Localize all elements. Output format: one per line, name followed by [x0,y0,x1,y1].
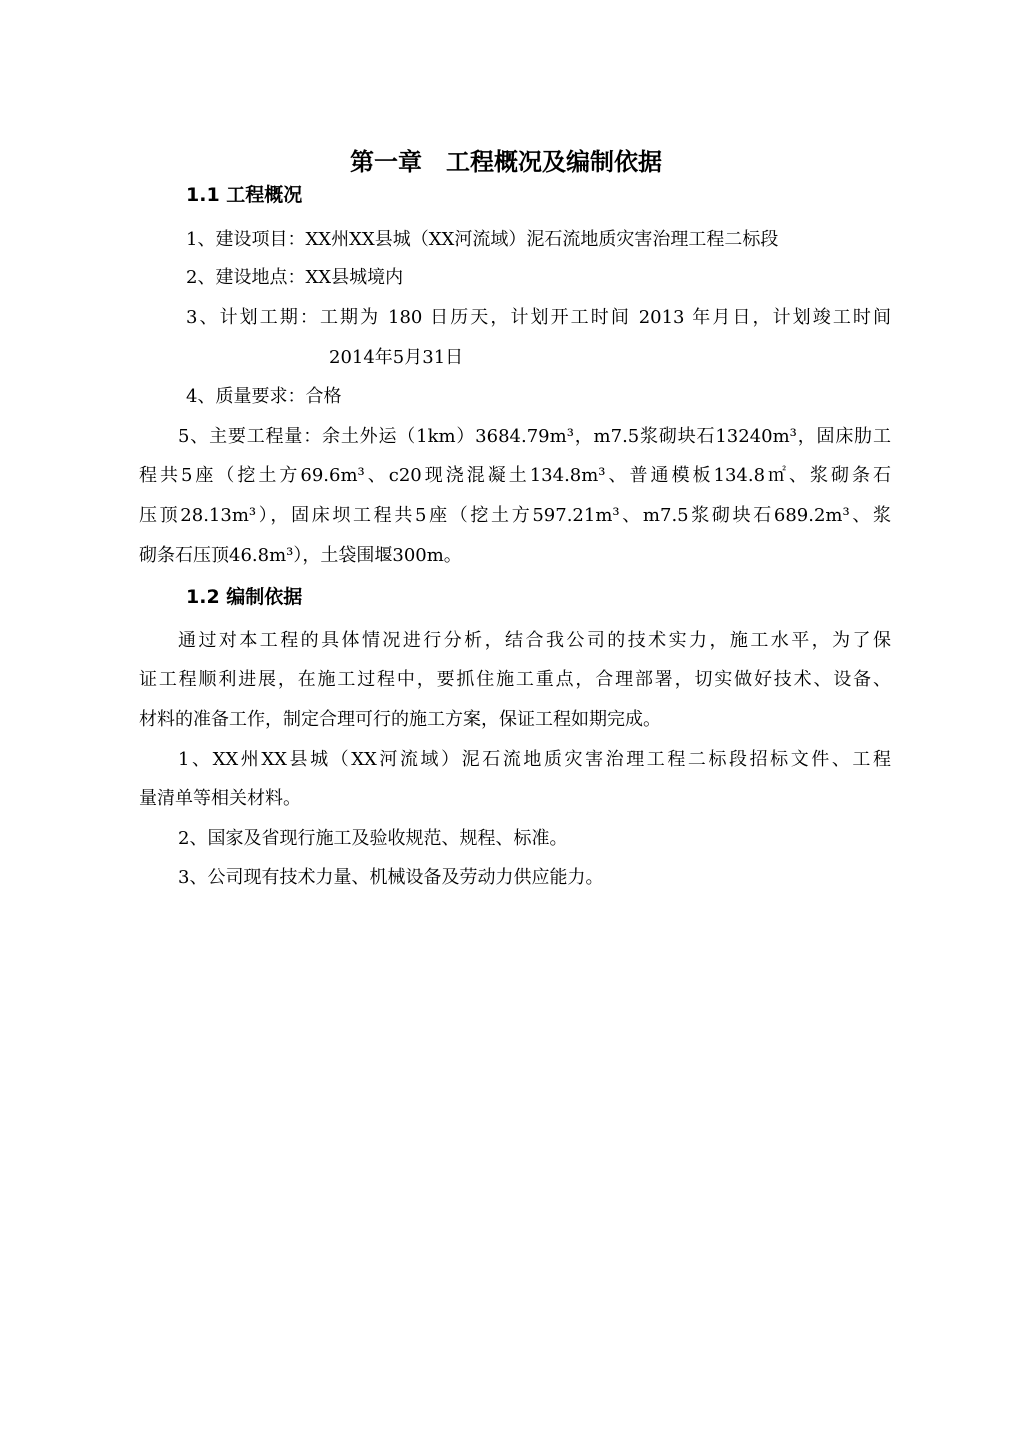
quantities-line-3: 压顶28.13m³），固床坝工程共5座（挖土方597.21m³、m7.5浆砌块石689.2m³、浆 [139,505,891,526]
intro-line-2: 证工程顺利进展，在施工过程中，要抓住施工重点，合理部署，切实做好技术、设备、 [139,669,891,690]
item-location: 2、建设地点：XX县城境内 [186,267,404,288]
chapter-title: 第一章 工程概况及编制依据 [350,148,662,176]
quantities-line-1: 5、主要工程量：余土外运（1km）3684.79m³，m7.5浆砌块石13240m³，固床肋工 [178,426,891,447]
quantities-line-4: 砌条石压顶46.8m³），土袋围堰300m。 [139,545,462,566]
item-quality: 4、质量要求：合格 [186,386,342,407]
section-heading-1-2: 1.2 编制依据 [186,586,303,608]
item-schedule-end-date: 2014年5月31日 [329,347,464,368]
section-heading-1-1: 1.1 工程概况 [186,184,303,206]
basis-line-1: 1、XX州XX县城（XX河流域）泥石流地质灾害治理工程二标段招标文件、工程 [178,749,891,770]
quantities-line-2: 程共5座（挖土方69.6m³、c20现浇混凝土134.8m³、普通模板134.8㎡、浆砌条石 [139,465,891,486]
basis-line-3: 2、国家及省现行施工及验收规范、规程、标准。 [178,828,568,849]
basis-line-2: 量清单等相关材料。 [139,788,301,809]
intro-line-3: 材料的准备工作，制定合理可行的施工方案，保证工程如期完成。 [139,709,661,730]
item-project: 1、建设项目：XX州XX县城（XX河流域）泥石流地质灾害治理工程二标段 [186,229,779,250]
item-schedule: 3、计划工期：工期为 180 日历天，计划开工时间 2013 年月日，计划竣工时间 [186,307,891,328]
intro-line-1: 通过对本工程的具体情况进行分析，结合我公司的技术实力，施工水平，为了保 [178,630,891,651]
basis-line-4: 3、公司现有技术力量、机械设备及劳动力供应能力。 [178,867,604,888]
